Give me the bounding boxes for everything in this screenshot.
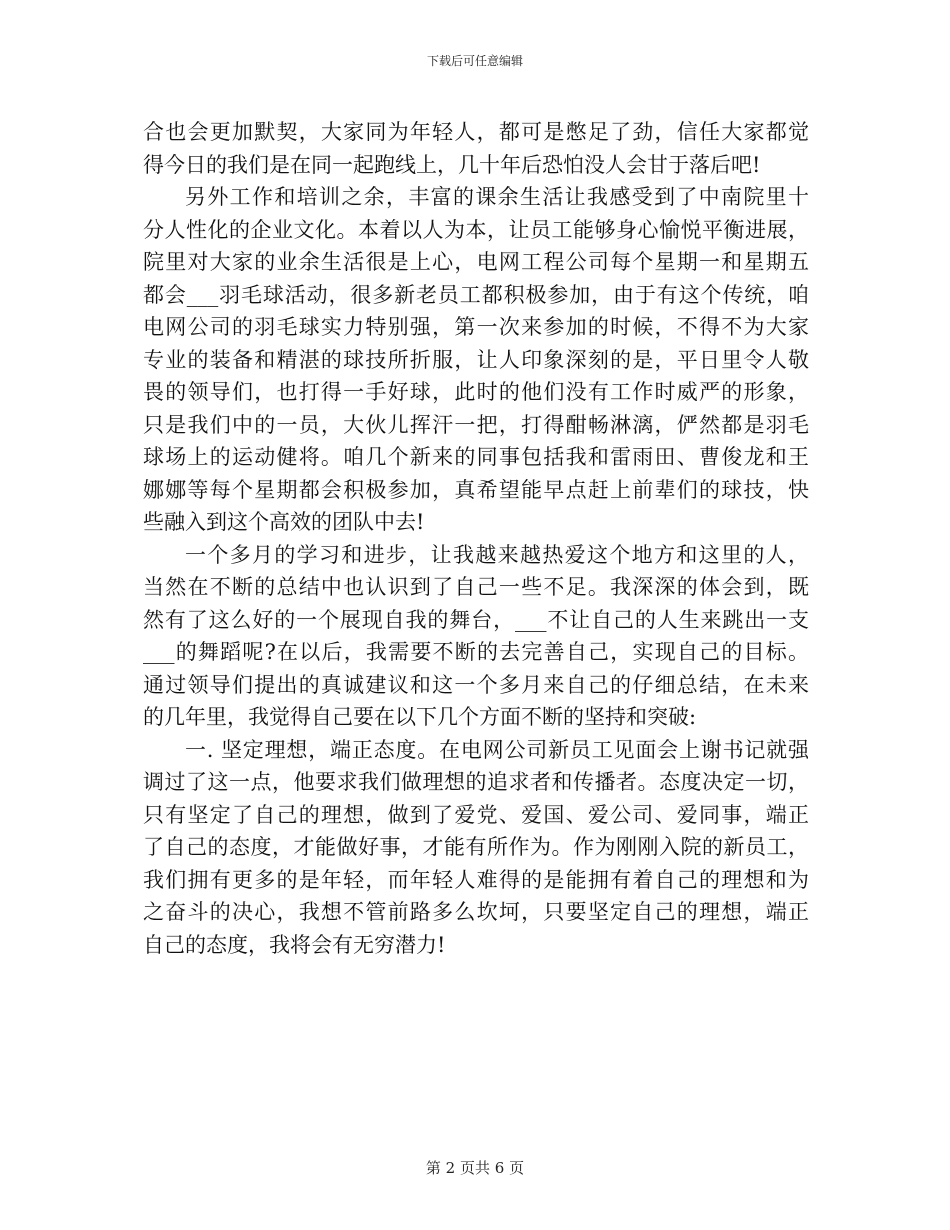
text-line: 院里对大家的业余生活很是上心，电网工程公司每个星期一和星期五 <box>143 250 809 274</box>
paragraph <box>143 539 809 734</box>
text-line: 自己的态度，我将会有无穷潜力! <box>143 932 446 957</box>
text-line: 之奋斗的决心，我想不管前路多么坎坷，只要坚定自己的理想，端正 <box>143 900 809 924</box>
text-line: 然有了这么好的一个展现自我的舞台，___不让自己的人生来跳出一支 <box>143 607 809 632</box>
text-line: 只有坚定了自己的理想，做到了爱党、爱国、爱公司、爱同事，端正 <box>143 802 809 827</box>
paragraph <box>143 116 809 181</box>
text-line: 当然在不断的总结中也认识到了自己一些不足。我深深的体会到，既 <box>143 575 809 599</box>
text-line: 另外工作和培训之余，丰富的课余生活让我感受到了中南院里十 <box>185 185 809 209</box>
text-line: ___的舞蹈呢?在以后，我需要不断的去完善自己，实现自己的目标。 <box>143 640 809 664</box>
text-line: 球场上的运动健将。咱几个新来的同事包括我和雷雨田、曹俊龙和王 <box>143 445 809 469</box>
text-line: 的几年里，我觉得自己要在以下几个方面不断的坚持和突破: <box>143 705 697 729</box>
text-line: 一个多月的学习和进步，让我越来越热爱这个地方和这里的人， <box>185 542 809 567</box>
page-number: 第 2 页共 6 页 <box>425 1159 525 1177</box>
page-header: 下载后可任意编辑 <box>426 54 523 68</box>
text-line: 只是我们中的一员，大伙儿挥汗一把，打得酣畅淋漓，俨然都是羽毛 <box>143 412 809 437</box>
text-line: 些融入到这个高效的团队中去! <box>143 510 425 534</box>
text-line: 专业的装备和精湛的球技所折服，让人印象深刻的是，平日里令人敬 <box>143 347 809 372</box>
text-line: 娜娜等每个星期都会积极参加，真希望能早点赶上前辈们的球技，快 <box>143 477 809 502</box>
text-line: 畏的领导们，也打得一手好球，此时的他们没有工作时威严的形象， <box>143 380 809 404</box>
text-line: 都会___羽毛球活动，很多新老员工都积极参加，由于有这个传统，咱 <box>143 282 809 307</box>
text-line: 分人性化的企业文化。本着以人为本，让员工能够身心愉悦平衡进展， <box>143 217 809 242</box>
text-line: 了自己的态度，才能做好事，才能有所作为。作为刚刚入院的新员工， <box>143 835 809 859</box>
document-body <box>143 116 809 961</box>
text-line: 我们拥有更多的是年轻，而年轻人难得的是能拥有着自己的理想和为 <box>143 867 809 892</box>
text-line: 一. 坚定理想，端正态度。在电网公司新员工见面会上谢书记就强 <box>185 737 809 762</box>
paragraph <box>143 734 809 962</box>
text-line: 得今日的我们是在同一起跑线上，几十年后恐怕没人会甘于落后吧! <box>143 152 761 177</box>
paragraph <box>143 181 809 539</box>
text-line: 合也会更加默契，大家同为年轻人，都可是憋足了劲，信任大家都觉 <box>143 120 809 144</box>
text-line: 通过领导们提出的真诚建议和这一个多月来自己的仔细总结，在未来 <box>143 672 809 697</box>
text-line: 电网公司的羽毛球实力特别强，第一次来参加的时候，不得不为大家 <box>143 315 809 339</box>
text-line: 调过了这一点，他要求我们做理想的追求者和传播者。态度决定一切， <box>143 770 809 794</box>
